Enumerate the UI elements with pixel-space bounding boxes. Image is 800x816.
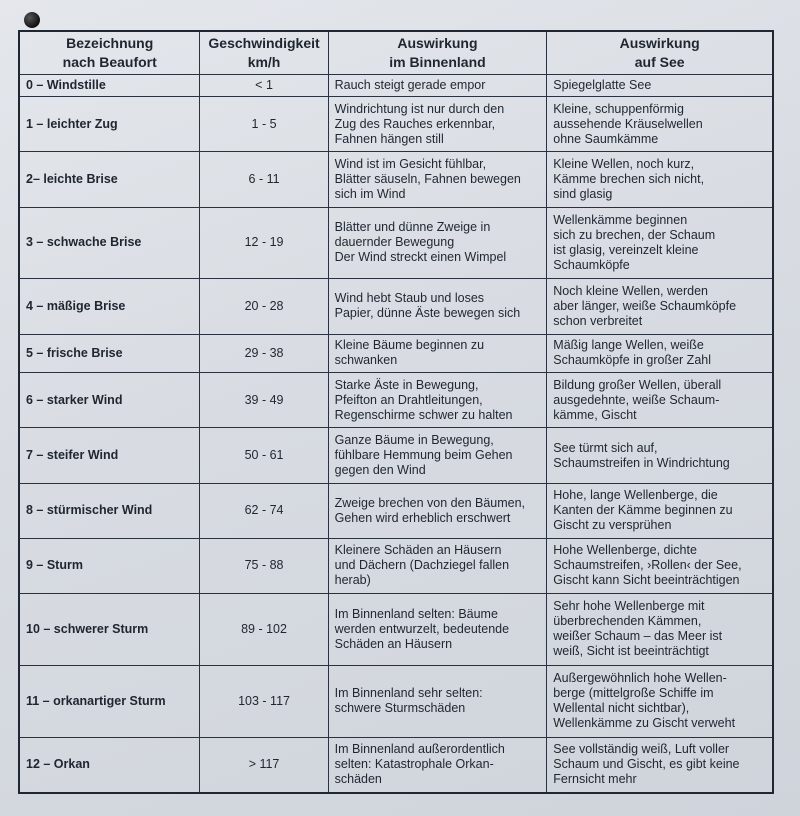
sea-effect-cell: [547, 279, 773, 334]
table-row: [19, 75, 773, 97]
effect-line: Noch kleine Wellen, werden: [553, 283, 708, 298]
beaufort-name-cell: 12 – Orkan: [19, 737, 200, 793]
table-row: [19, 97, 773, 152]
effect-line: Rauch steigt gerade empor: [334, 78, 486, 93]
effect-line: Im Binnenland sehr selten:: [334, 686, 483, 701]
effect-line: Bildung großer Wellen, überall: [553, 377, 722, 392]
sea-effect-cell: [547, 334, 773, 373]
speed-cell: 1 - 5: [200, 97, 328, 152]
speed-cell: 75 - 88: [200, 538, 328, 593]
effect-line: Schaum und Gischt, es gibt keine: [553, 757, 740, 772]
effect-line: kämme, Gischt: [553, 407, 637, 422]
effect-line: sind glasig: [553, 186, 613, 201]
table-row: [19, 483, 773, 538]
speed-cell: 89 - 102: [200, 594, 328, 666]
speed-cell: > 117: [200, 737, 328, 793]
table-row: [19, 665, 773, 737]
table-row: [19, 428, 773, 483]
speed-cell: < 1: [200, 75, 328, 97]
effect-line: berge (mittelgroße Schiffe im: [553, 686, 714, 701]
inland-effect-cell: [328, 373, 547, 428]
sea-effect-cell: [547, 665, 773, 737]
header-speed: [200, 31, 328, 75]
effect-line: Sehr hohe Wellenberge mit: [553, 599, 705, 614]
beaufort-name-cell: 9 – Sturm: [19, 538, 200, 593]
inland-effect-cell: [328, 483, 547, 538]
beaufort-table: [18, 30, 774, 794]
inland-effect-cell: [328, 428, 547, 483]
effect-line: aussehende Kräuselwellen: [553, 116, 703, 131]
sea-effect-cell: [547, 373, 773, 428]
effect-line: Fernsicht mehr: [553, 772, 637, 787]
effect-line: Kleine Bäume beginnen zu: [334, 338, 485, 353]
inland-effect-cell: [328, 538, 547, 593]
sea-effect-cell: [547, 483, 773, 538]
table-row: [19, 334, 773, 373]
inland-effect-cell: [328, 207, 547, 279]
effect-line: Ganze Bäume in Bewegung,: [334, 433, 494, 447]
effect-line: Zweige brechen von den Bäumen,: [334, 495, 526, 510]
effect-line: Hohe Wellenberge, dichte: [553, 543, 697, 558]
effect-line: Blätter und dünne Zweige in: [334, 220, 491, 235]
beaufort-name-cell: 11 – orkanartiger Sturm: [19, 665, 200, 737]
beaufort-name-cell: 2– leichte Brise: [19, 152, 200, 207]
sea-effect-cell: [547, 75, 773, 97]
effect-line: Hohe, lange Wellenberge, die: [553, 488, 718, 503]
effect-line: Außergewöhnlich hohe Wellen-: [553, 671, 727, 686]
beaufort-name-cell: 4 – mäßige Brise: [19, 279, 200, 334]
table-body: [19, 75, 773, 794]
effect-line: Spiegelglatte See: [553, 78, 652, 93]
effect-line: See türmt sich auf,: [553, 440, 658, 455]
effect-line: Wellental nicht sichtbar),: [553, 701, 690, 716]
effect-line: dauernder Bewegung: [334, 235, 455, 250]
table-row: [19, 207, 773, 279]
effect-line: Wind ist im Gesicht fühlbar,: [334, 156, 487, 171]
effect-line: Wellenkämme zu Gischt verweht: [553, 716, 736, 731]
beaufort-name-cell: 1 – leichter Zug: [19, 97, 200, 152]
table-row: [19, 594, 773, 666]
effect-line: Wind hebt Staub und loses: [334, 291, 485, 306]
speed-cell: 50 - 61: [200, 428, 328, 483]
effect-line: Gischt kann Sicht beeinträchtigen: [553, 573, 740, 588]
sea-effect-cell: [547, 428, 773, 483]
header-line: Geschwindigkeit: [208, 35, 320, 51]
effect-line: schäden: [334, 772, 382, 787]
effect-line: Regenschirme schwer zu halten: [334, 407, 513, 422]
effect-line: Blätter säuseln, Fahnen bewegen: [334, 171, 521, 186]
header-line: Auswirkung: [619, 35, 700, 51]
effect-line: schon verbreitet: [553, 313, 643, 328]
effect-line: aber länger, weiße Schaumköpfe: [553, 298, 737, 313]
effect-line: ohne Saumkämme: [553, 131, 659, 146]
table-row: [19, 538, 773, 593]
effect-line: werden entwurzelt, bedeutende: [334, 621, 510, 636]
beaufort-name-cell: 8 – stürmischer Wind: [19, 483, 200, 538]
effect-line: Kämme brechen sich nicht,: [553, 171, 705, 186]
inland-effect-cell: [328, 665, 547, 737]
beaufort-table-container: [18, 30, 774, 794]
effect-line: Kanten der Kämme beginnen zu: [553, 503, 733, 518]
header-line: Auswirkung: [397, 35, 478, 51]
effect-line: Zug des Rauches erkennbar,: [334, 116, 496, 131]
effect-line: weißer Schaum – das Meer ist: [553, 629, 723, 644]
effect-line: überbrechenden Kämmen,: [553, 614, 702, 629]
effect-line: Mäßig lange Wellen, weiße: [553, 338, 704, 353]
sea-effect-cell: [547, 737, 773, 793]
effect-line: sich zu brechen, der Schaum: [553, 227, 716, 242]
inland-effect-cell: [328, 279, 547, 334]
effect-line: Papier, dünne Äste bewegen sich: [334, 306, 521, 321]
sea-effect-cell: [547, 152, 773, 207]
effect-line: Schaumköpfe: [553, 257, 630, 272]
effect-line: ausgedehnte, weiße Schaum-: [553, 392, 720, 407]
effect-line: Kleine Wellen, noch kurz,: [553, 156, 695, 171]
effect-line: Der Wind streckt einen Wimpel: [334, 250, 507, 265]
header-inland-effect: [328, 31, 547, 75]
effect-line: schwere Sturmschäden: [334, 701, 466, 716]
sea-effect-cell: [547, 97, 773, 152]
table-row: [19, 373, 773, 428]
speed-cell: 103 - 117: [200, 665, 328, 737]
effect-line: weiß, Sicht ist beeinträchtigt: [553, 644, 709, 659]
effect-line: Starke Äste in Bewegung,: [334, 377, 479, 392]
effect-line: Wellenkämme beginnen: [553, 212, 688, 227]
table-row: [19, 152, 773, 207]
effect-line: gegen den Wind: [334, 463, 426, 477]
effect-line: herab): [334, 573, 371, 588]
header-line: km/h: [247, 54, 281, 70]
inland-effect-cell: [328, 97, 547, 152]
inland-effect-cell: [328, 334, 547, 373]
effect-line: sich im Wind: [334, 186, 406, 201]
beaufort-name-cell: 0 – Windstille: [19, 75, 200, 97]
effect-line: Windrichtung ist nur durch den: [334, 101, 505, 116]
effect-line: ist glasig, vereinzelt kleine: [553, 242, 699, 257]
effect-line: Gischt zu versprühen: [553, 518, 672, 533]
beaufort-name-cell: 7 – steifer Wind: [19, 428, 200, 483]
effect-line: Im Binnenland selten: Bäume: [334, 606, 498, 621]
effect-line: Schaumköpfe in großer Zahl: [553, 353, 711, 368]
pin-icon: [24, 12, 40, 28]
table-header: [19, 31, 773, 75]
speed-cell: 29 - 38: [200, 334, 328, 373]
header-line: auf See: [634, 54, 685, 70]
sea-effect-cell: [547, 538, 773, 593]
effect-line: See vollständig weiß, Luft voller: [553, 742, 730, 757]
effect-line: Gehen wird erheblich erschwert: [334, 510, 511, 525]
sea-effect-cell: [547, 594, 773, 666]
effect-line: Im Binnenland außerordentlich: [334, 742, 505, 757]
inland-effect-cell: [328, 737, 547, 793]
effect-line: Pfeifton an Drahtleitungen,: [334, 392, 483, 407]
header-row: [19, 31, 773, 75]
beaufort-name-cell: 6 – starker Wind: [19, 373, 200, 428]
effect-line: und Dächern (Dachziegel fallen: [334, 558, 510, 573]
inland-effect-cell: [328, 594, 547, 666]
inland-effect-cell: [328, 152, 547, 207]
header-beaufort-name: [19, 31, 200, 75]
header-line: nach Beaufort: [62, 54, 157, 70]
effect-line: Fahnen hängen still: [334, 131, 444, 146]
speed-cell: 62 - 74: [200, 483, 328, 538]
effect-line: Schaumstreifen, ›Rollen‹ der See,: [553, 558, 742, 573]
effect-line: selten: Katastrophale Orkan-: [334, 757, 494, 772]
speed-cell: 39 - 49: [200, 373, 328, 428]
speed-cell: 20 - 28: [200, 279, 328, 334]
beaufort-name-cell: 5 – frische Brise: [19, 334, 200, 373]
sea-effect-cell: [547, 207, 773, 279]
header-sea-effect: [547, 31, 773, 75]
effect-line: schwanken: [334, 353, 398, 368]
effect-line: fühlbare Hemmung beim Gehen: [334, 448, 513, 462]
effect-line: Schaumstreifen in Windrichtung: [553, 455, 730, 470]
beaufort-name-cell: 10 – schwerer Sturm: [19, 594, 200, 666]
inland-effect-cell: [328, 75, 547, 97]
header-line: im Binnenland: [389, 54, 486, 70]
effect-line: Schäden an Häusern: [334, 636, 453, 651]
beaufort-name-cell: 3 – schwache Brise: [19, 207, 200, 279]
table-row: [19, 279, 773, 334]
header-line: Bezeichnung: [66, 35, 154, 51]
table-row: [19, 737, 773, 793]
speed-cell: 12 - 19: [200, 207, 328, 279]
speed-cell: 6 - 11: [200, 152, 328, 207]
effect-line: Kleinere Schäden an Häusern: [334, 543, 502, 558]
effect-line: Kleine, schuppenförmig: [553, 101, 684, 116]
